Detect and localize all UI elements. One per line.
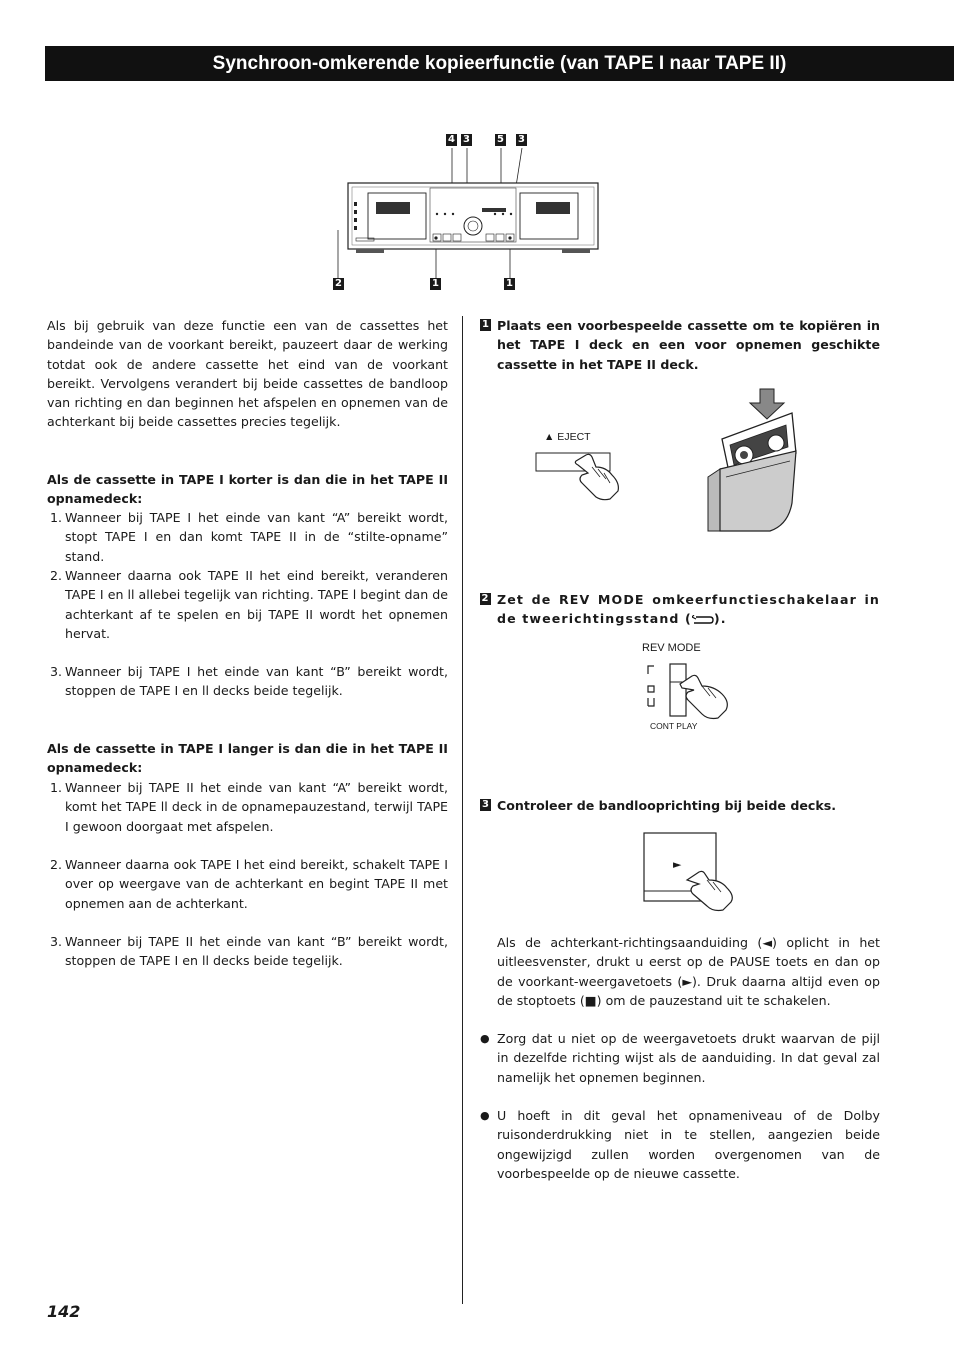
two-way-mode-icon [692,615,714,625]
cassette-deck-illustration [330,130,620,295]
cassette-deck-diagram [330,130,620,295]
eject-illustration [530,425,630,505]
play-button-illustration [643,832,738,914]
page-title: Synchroon-omkerende kopieerfunctie (van TAPE I naar TAPE II) [45,46,954,81]
list-number: 2. [50,857,63,872]
callout-2: 2 [333,278,344,290]
bullet-icon: ● [480,1109,490,1122]
column-divider [462,316,463,1304]
list-item [50,855,448,913]
callout-4: 4 [446,134,457,146]
play-button-icon [643,832,738,914]
cassette-insert-icon [700,385,805,535]
step-number: 2 [481,593,490,604]
bullet-icon: ● [480,1032,490,1045]
cassette-insert-illustration [700,385,805,535]
list-number: 1. [50,510,63,525]
step-text: Plaats een voorbespeelde cassette om te kopiëren in het TAPE I deck en een voor opnemen geschikte cassette in het TAPE II deck. [497,318,880,372]
list-number: 3. [50,934,63,949]
rev-mode-label: REV MODE [642,642,701,654]
list-number: 2. [50,568,63,583]
list-text: Wanneer bij TAPE II het einde van kant “A” bereikt wordt, komt het TAPE ll deck in de opnamepauzestand, terwijl TAPE I gewoon doorgaat met afspelen. [65,780,448,834]
step-1 [482,316,880,374]
callout-3b: 3 [516,134,527,146]
list-text: Wanneer bij TAPE I het einde van kant “B” bereikt wordt, stoppen de TAPE I en ll decks beide tegelijk. [65,664,448,699]
play-symbol: ► [673,858,682,871]
list-text: Wanneer bij TAPE II het einde van kant “B” bereikt wordt, stoppen de TAPE I en ll decks beide tegelijk. [65,934,448,969]
callout-1b: 1 [504,278,515,290]
rev-mode-illustration [640,640,740,735]
bullet-text: U hoeft in dit geval het opnameniveau of de Dolby ruisonderdrukking niet in te stellen, aangezien beide ongewijzigd zullen worden overgenomen van de voorbespeelde op de nieuwe cassette. [497,1108,880,1181]
list-number: 3. [50,664,63,679]
step-text-after: ). [713,611,727,627]
list-text: Wanneer daarna ook TAPE I het eind bereikt, schakelt TAPE I over op weergave van de achterkant en begint TAPE II met opnemen aan de achterkant. [65,857,448,911]
list-text: Wanneer daarna ook TAPE II het eind bereikt, veranderen TAPE I en ll allebei tegelijk van richting. TAPE l begint dan de achterkant af te spelen en bij TAPE II wordt het opnemen hervat. [65,568,448,641]
section1-heading: Als de cassette in TAPE I korter is dan die in het TAPE II opnamedeck: [47,472,448,507]
list-text: Wanneer bij TAPE I het einde van kant “A” bereikt wordt, stopt TAPE I en dan komt TAPE II in de “stilte-opname” stand. [65,510,448,564]
bullet-text: Zorg dat u niet op de weergavetoets drukt waarvan de pijl in dezelfde richting wijst als de aanduiding. In dat geval zal namelijk het opnemen beginnen. [497,1031,880,1085]
step-number: 1 [480,319,491,331]
list-number: 1. [50,780,63,795]
callout-3: 3 [461,134,472,146]
list-item [50,508,448,566]
list-item [50,778,448,836]
list-item [50,566,448,643]
note-paragraph: Als de achterkant-richtingsaanduiding (◄) oplicht in het uitleesvenster, drukt u eerst op de PAUSE toets en dan op de voorkant-weergavetoets (►). Druk daarna altijd even op de stoptoets (■) om de pauzestand uit te schakelen. [497,935,880,1008]
list-item [50,662,448,701]
cont-play-label: CONT PLAY [650,721,698,731]
step-text: Controleer de bandlooprichting bij beide decks. [497,798,836,813]
step-2 [481,590,880,629]
bullet-item [480,1106,880,1183]
callout-5: 5 [495,134,506,146]
eject-hand-icon [530,447,630,505]
list-item [50,932,448,971]
callout-1: 1 [430,278,441,290]
rev-mode-switch-icon [640,658,740,722]
step-number: 3 [480,799,491,811]
section2-heading: Als de cassette in TAPE I langer is dan die in het TAPE II opnamedeck: [47,741,448,776]
intro-paragraph: Als bij gebruik van deze functie een van de cassettes het bandeinde van de voorkant bereikt, pauzeert daar de werking totdat ook de andere cassette het eind van de voorkant bereikt. Vervolgens verandert bij beide cassettes de bandloop van richting en dan beginnen het afspelen en opnemen van de achterkant bij beide cassettes precies tegelijk. [47,318,448,430]
step-text-before: Zet de REV MODE omkeerfunctieschakelaar in de tweerichtingsstand ( [497,592,880,627]
bullet-item [480,1029,880,1087]
step-3 [482,796,880,815]
page-number: 142 [47,1302,81,1321]
eject-label: ▲ EJECT [544,431,591,443]
